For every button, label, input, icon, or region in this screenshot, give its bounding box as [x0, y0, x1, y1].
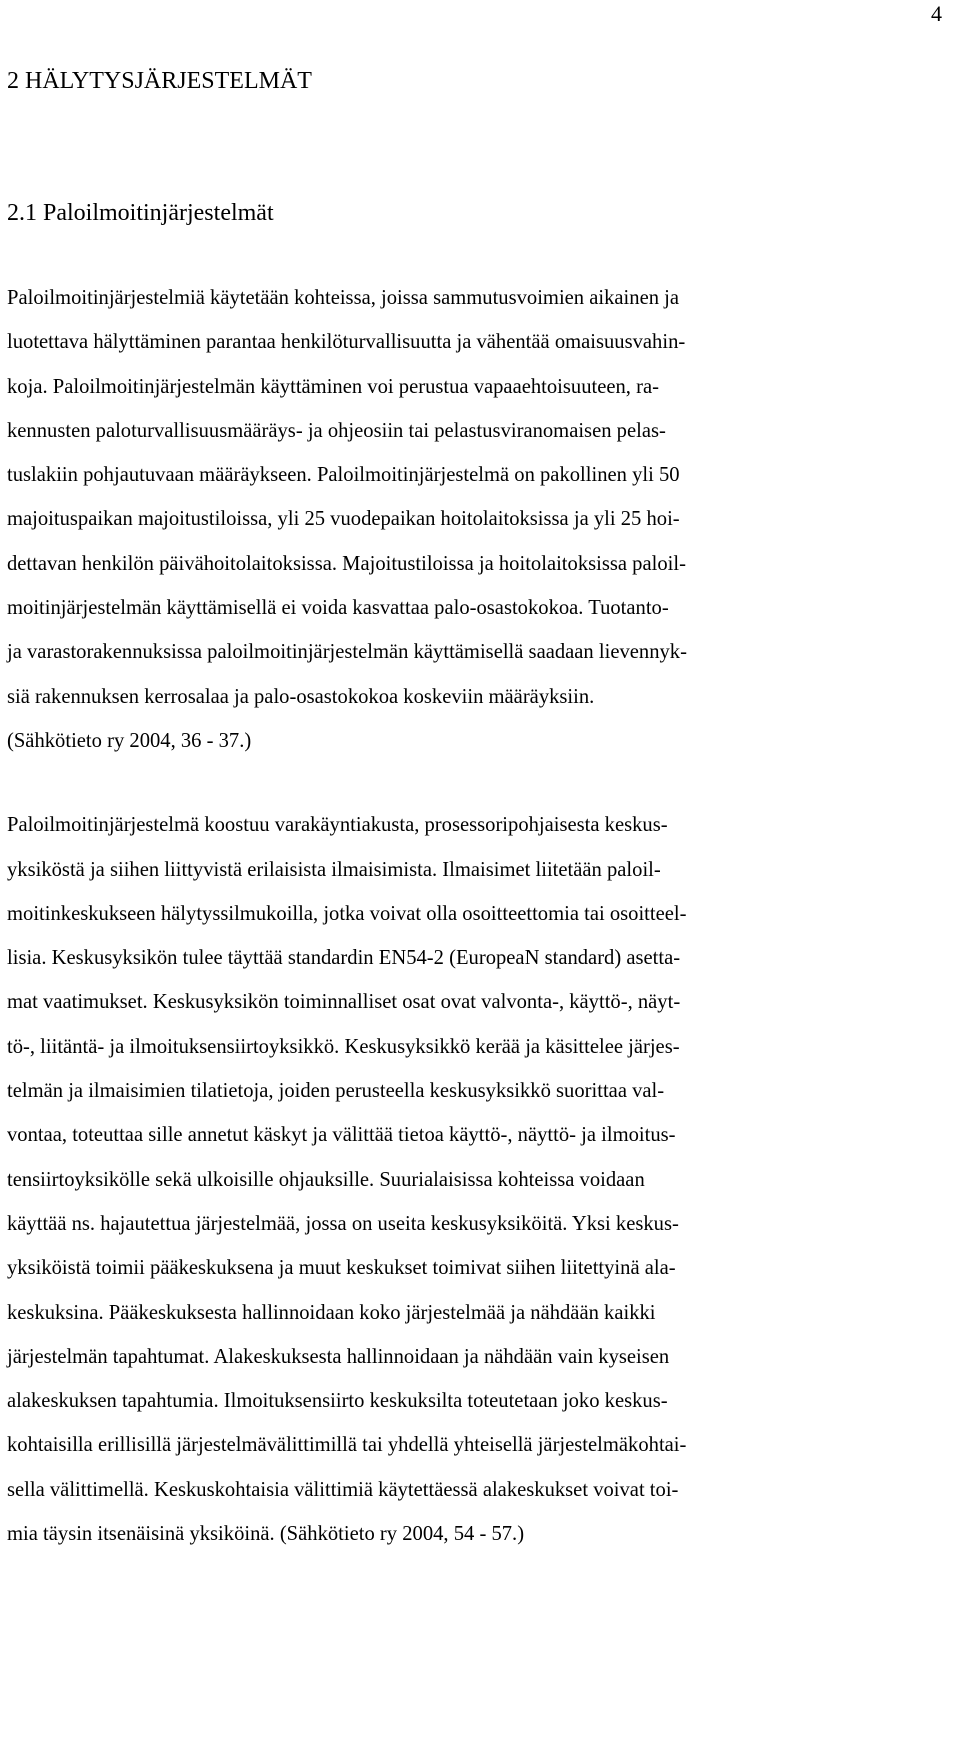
page-number: 4 [931, 1, 942, 26]
text-line: koja. Paloilmoitinjärjestelmän käyttäminen voi perustua vapaaehtoisuuteen, ra- [7, 375, 659, 398]
text-line: mia täysin itsenäisinä yksiköinä. (Sähkötieto ry 2004, 54 - 57.) [7, 1523, 525, 1546]
text-line: keskuksina. Pääkeskuksesta hallinnoidaan koko järjestelmää ja nähdään kaikki [7, 1301, 656, 1324]
text-line: alakeskuksen tapahtumia. Ilmoituksensiirto keskuksilta toteutetaan joko keskus- [7, 1390, 668, 1413]
section-heading: 2.1 Paloilmoitinjärjestelmät [7, 200, 274, 226]
text-line: kennusten paloturvallisuusmääräys- ja ohjeosiin tai pelastusviranomaisen pelas- [7, 419, 666, 442]
text-line: dettavan henkilön päivähoitolaitoksissa. Majoitustiloissa ja hoitolaitoksissa paloil- [7, 552, 686, 575]
text-line: (Sähkötieto ry 2004, 36 - 37.) [7, 729, 252, 752]
text-line: moitinjärjestelmän käyttämisellä ei voida kasvattaa palo-osastokokoa. Tuotanto- [7, 597, 669, 620]
text-line: tö-, liitäntä- ja ilmoituksensiirtoyksikkö. Keskusyksikkö kerää ja käsittelee järjes- [7, 1035, 680, 1058]
text-line: yksiköstä ja siihen liittyvistä erilaisista ilmaisimista. Ilmaisimet liitetään paloil- [7, 858, 661, 881]
text-line: telmän ja ilmaisimien tilatietoja, joiden perusteella keskusyksikkö suorittaa val- [7, 1080, 665, 1103]
text-line: Paloilmoitinjärjestelmiä käytetään kohteissa, joissa sammutusvoimien aikainen ja [7, 287, 680, 309]
text-line: tuslakiin pohjautuvaan määräykseen. Paloilmoitinjärjestelmä on pakollinen yli 50 [7, 464, 680, 487]
text-line: ja varastorakennuksissa paloilmoitinjärjestelmän käyttämisellä saadaan lievennyk- [7, 641, 687, 664]
paragraph-1 [7, 276, 849, 763]
text-line: tensiirtoyksikölle sekä ulkoisille ohjauksille. Suurialaisissa kohteissa voidaan [7, 1168, 645, 1191]
text-line: sella välittimellä. Keskuskohtaisia välittimiä käytettäessä alakeskukset voivat toi- [7, 1478, 679, 1501]
text-line: vontaa, toteuttaa sille annetut käskyt ja välittää tietoa käyttö-, näyttö- ja ilmoitus- [7, 1124, 676, 1147]
text-line: majoituspaikan majoitustiloissa, yli 25 vuodepaikan hoitolaitoksissa ja yli 25 hoi- [7, 508, 680, 531]
text-line: käyttää ns. hajautettua järjestelmää, jossa on useita keskusyksiköitä. Yksi keskus- [7, 1212, 679, 1235]
paragraph-2 [7, 803, 849, 1556]
text-line: siä rakennuksen kerrosalaa ja palo-osastokokoa koskeviin määräyksiin. [7, 685, 595, 708]
text-line: lisia. Keskusyksikön tulee täyttää standardin EN54-2 (EuropeaN standard) asetta- [7, 947, 681, 970]
document-body [7, 66, 849, 1556]
text-line: järjestelmän tapahtumat. Alakeskuksesta hallinnoidaan ja nähdään vain kyseisen [7, 1345, 670, 1368]
text-line: kohtaisilla erillisillä järjestelmävälittimillä tai yhdellä yhteisellä järjestelmäkohtai- [7, 1434, 687, 1457]
text-line: luotettava hälyttäminen parantaa henkilöturvallisuutta ja vähentää omaisuusvahin- [7, 331, 686, 354]
text-line: moitinkeskukseen hälytyssilmukoilla, jotka voivat olla osoitteettomia tai osoitteel- [7, 902, 687, 925]
chapter-heading: 2 HÄLYTYSJÄRJESTELMÄT [7, 68, 312, 94]
text-line: yksiköistä toimii pääkeskuksena ja muut keskukset toimivat siihen liitettyinä ala- [7, 1257, 676, 1280]
text-line: mat vaatimukset. Keskusyksikön toiminnalliset osat ovat valvonta-, käyttö-, näyt- [7, 991, 681, 1014]
text-line: Paloilmoitinjärjestelmä koostuu varakäyntiakusta, prosessoripohjaisesta keskus- [7, 814, 668, 837]
